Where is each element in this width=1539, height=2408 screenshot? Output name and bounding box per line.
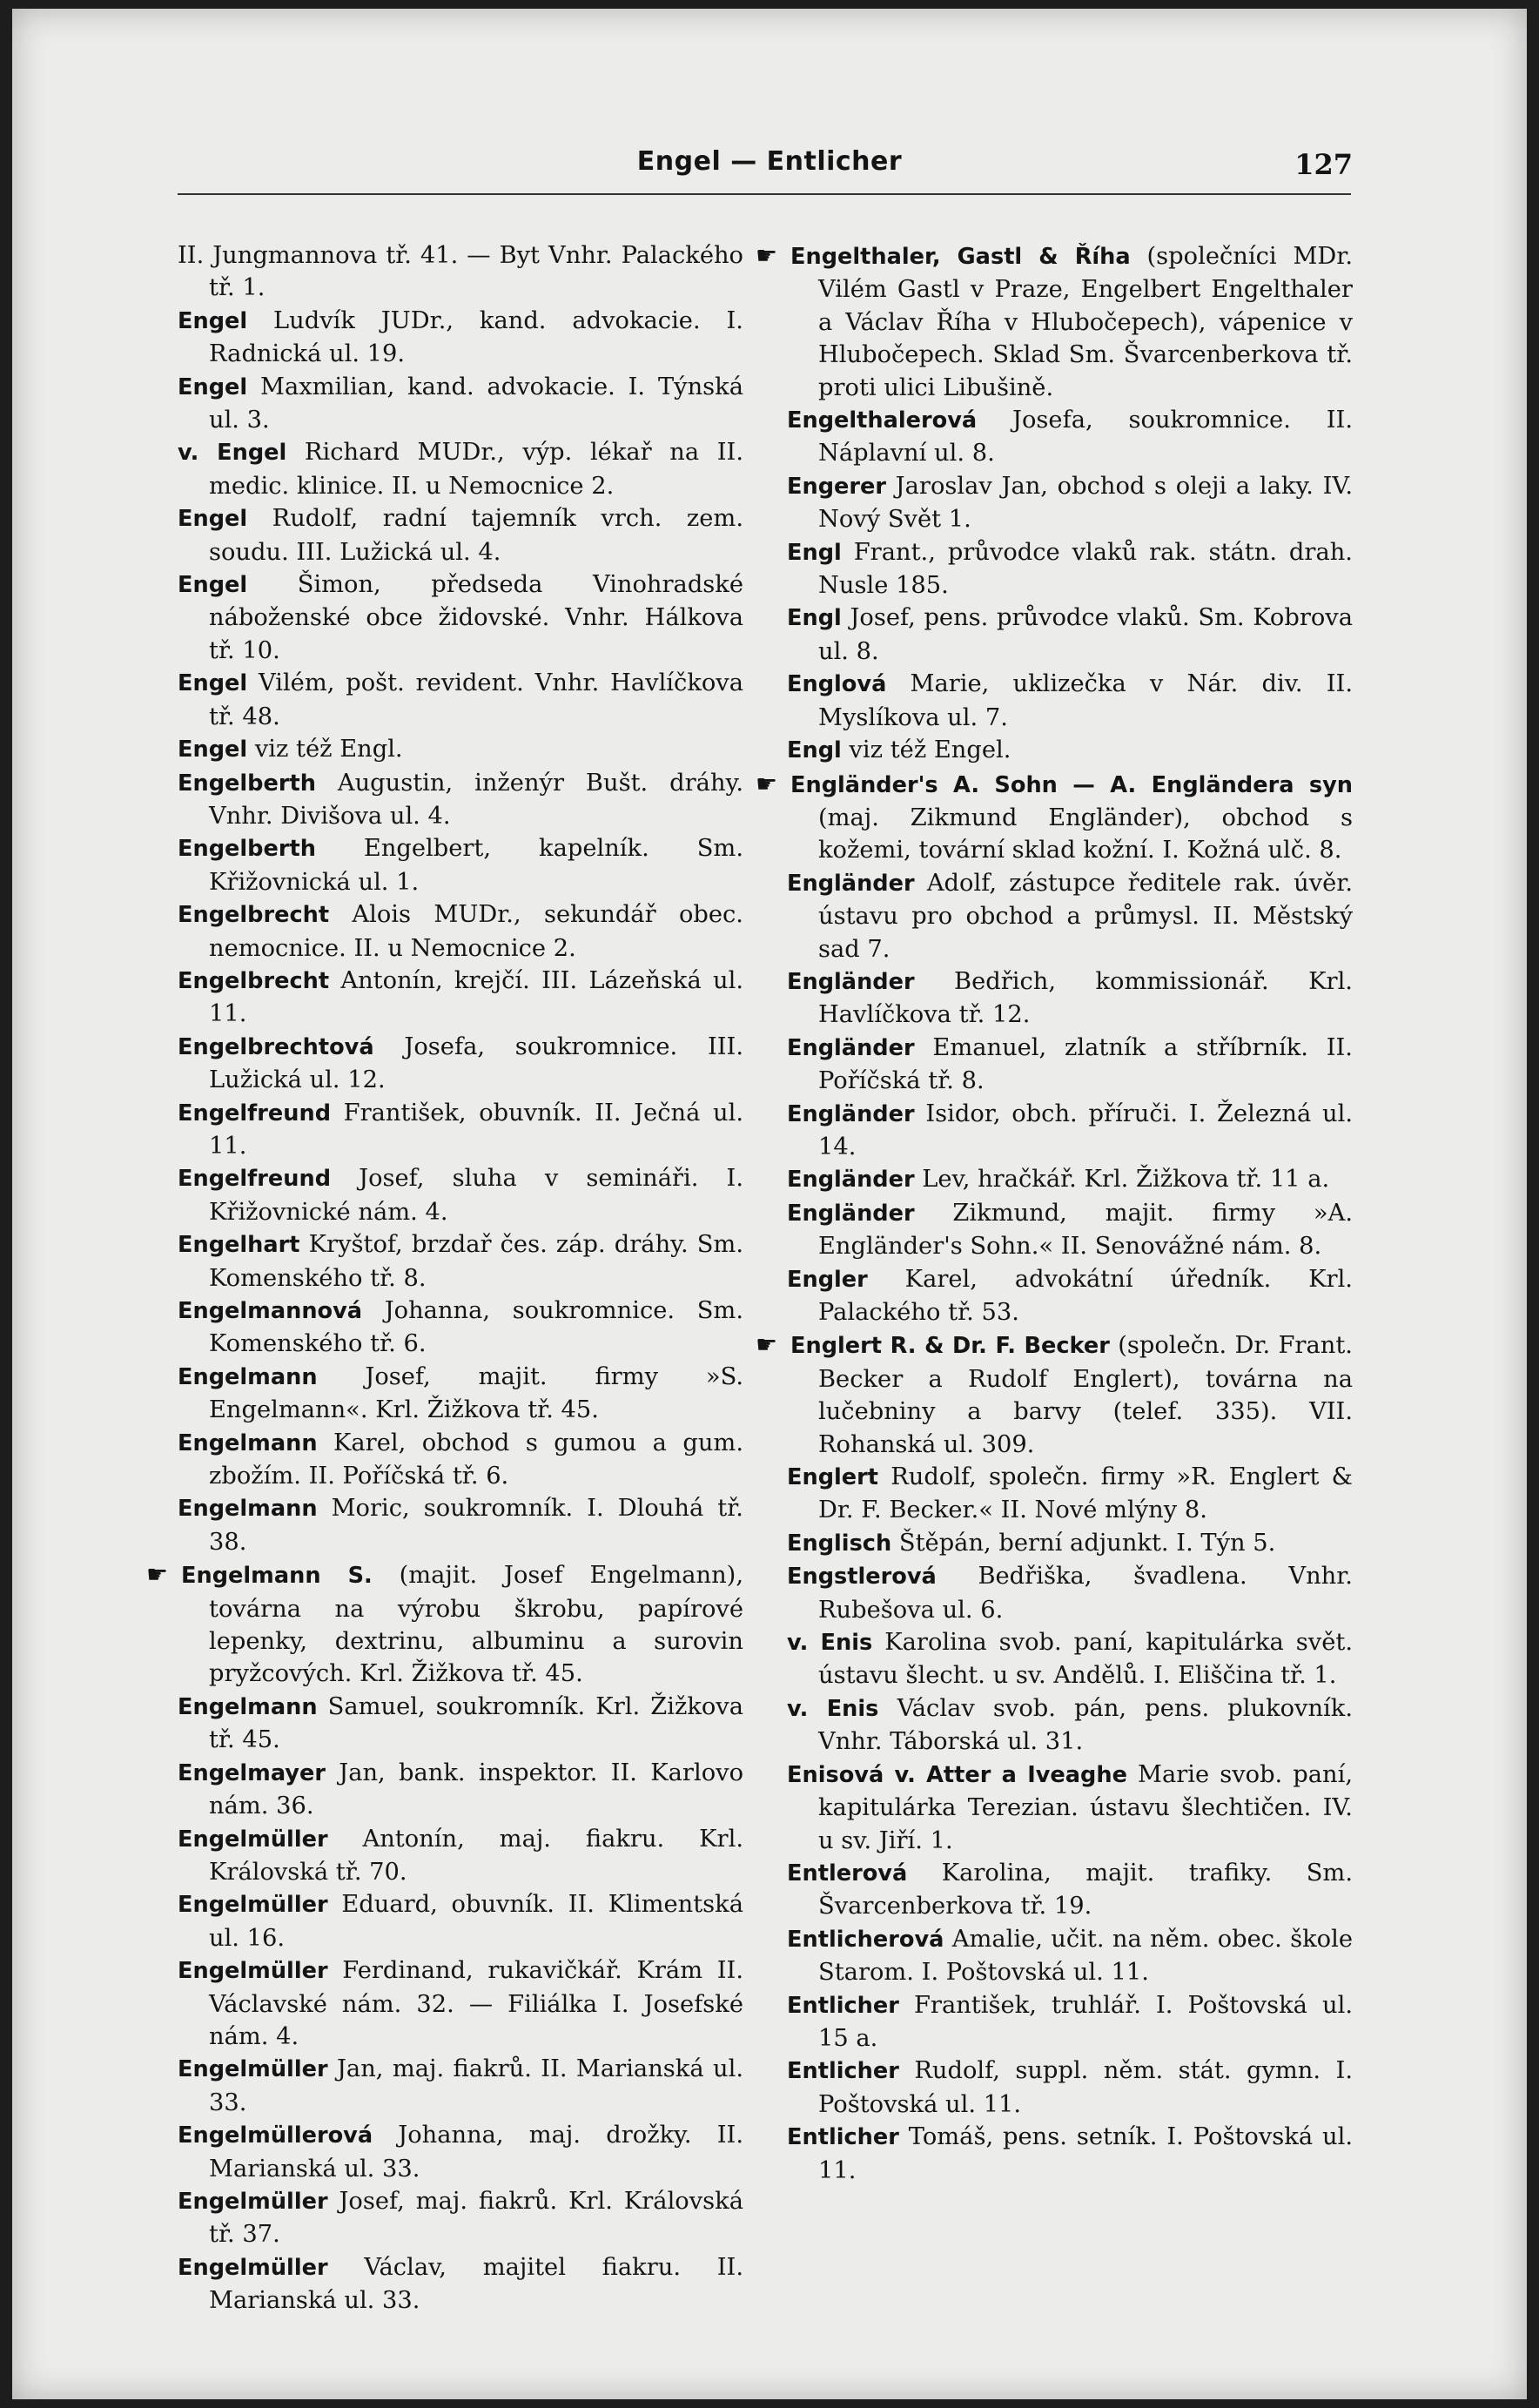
entry-name: Engelberth [178,770,316,797]
entry-name: Engländer [787,1034,915,1061]
entry-text: Jan, bank. inspektor. II. Karlovo nám. 36. [209,1759,743,1820]
entry-text: viz též Engl. [247,736,403,763]
entry-name: Engelmann [178,1429,318,1456]
entry-text: Josef, maj. fiakrů. Krl. Královská tř. 37. [209,2187,743,2249]
directory-entry [178,667,743,733]
entry-text: Johanna, soukromnice. Sm. Komenského tř. 6. [209,1297,743,1358]
directory-entry [178,832,743,898]
directory-entry [787,1560,1353,1626]
directory-entry [178,1954,743,2053]
entry-text: (majit. Josef Engelmann), továrna na výrobu škrobu, papírové lepenky, dextrinu, albuminu a surovin pryžcových. Krl. Žižkova tř. 45. [209,1562,743,1688]
directory-entry [178,1492,743,1558]
entry-name: Entlicher [787,1992,899,2019]
directory-entry [787,1098,1353,1164]
directory-entry: ☛ Englert R. & Dr. F. Becker (společn. Dr. Frant. Becker a Rudolf Englert), továrna na lučebniny a barvy (telef. 335). VII. Rohanská ul. 309. [756,1330,1353,1458]
entry-text: Vilém, pošt. revident. Vnhr. Havlíčkova tř. 48. [209,669,743,730]
entry-text: Antonín, maj. fiakru. Krl. Královská tř. 70. [209,1825,743,1886]
directory-entry [178,2119,743,2185]
entry-name: v. Enis [787,1630,873,1657]
entry-text: Amalie, učit. na něm. obec. škole Starom. I. Poštovská ul. 11. [818,1925,1353,1987]
entry-name: Engelfreund [178,1166,332,1193]
entry-text: Eduard, obuvník. II. Klimentská ul. 16. [209,1891,743,1952]
entry-text: Frant., průvodce vlaků rak. státn. drah. Nusle 185. [818,538,1353,600]
entry-text: Ferdinand, rukavičkář. Krám II. Václavské nám. 32. — Filiálka I. Josefské nám. 4. [209,1957,743,2050]
entry-name: Engelmüller [178,2254,328,2281]
entry-name: v. Enis [787,1695,879,1722]
entry-text: Josef, majit. firmy »S. Engelmann«. Krl. Žižkova tř. 45. [209,1362,743,1424]
entry-text: Bedřiška, švadlena. Vnhr. Rubešova ul. 6. [818,1563,1353,1624]
entry-text: Václav svob. pán, pens. plukovník. Vnhr. Táborská ul. 31. [818,1694,1353,1756]
entry-name: Engel [178,572,248,599]
entry-name: Engel [178,307,248,334]
directory-entry [787,536,1353,602]
directory-entry [787,404,1353,470]
directory-entry [787,1759,1353,1857]
entry-name: Engl [787,737,842,764]
entry-name: Engel [178,737,248,763]
entry-text: Samuel, soukromník. Krl. Žižkova tř. 45. [209,1692,743,1754]
entry-text: II. Jungmannova tř. 41. — Byt Vnhr. Palackého tř. 1. [178,242,743,302]
entry-name: v. Engel [178,440,287,467]
entry-text: Karolina svob. paní, kapitulárka svět. ústavu šlecht. u sv. Andělů. I. Eliščina tř. 1. [818,1629,1353,1690]
directory-entry [178,502,743,568]
directory-entry [787,1461,1353,1527]
directory-entry [178,2251,743,2317]
entry-name: Engelthaler, Gastl & Říha [790,244,1131,270]
running-title: Engel — Entlicher [636,146,903,177]
entry-text: Engelbert, kapelník. Sm. Křižovnická ul. 1. [209,835,743,896]
entry-text: Karel, obchod s gumou a gum. zbožím. II. Poříčská tř. 6. [209,1429,743,1490]
directory-entry [787,2121,1353,2187]
directory-entry [178,1691,743,1757]
directory-entry [178,1427,743,1493]
directory-entry [178,898,743,965]
entry-text: (společníci MDr. Vilém Gastl v Praze, Engelbert Engelthaler a Václav Říha v Hlubočepech), vápenice v Hlubočepech. Sklad Sm. Švarcenberkova tř. proti ulici Libušině. [818,243,1354,401]
directory-entry [178,1162,743,1228]
entry-text: Rudolf, suppl. něm. stát. gymn. I. Poštovská ul. 11. [818,2057,1353,2118]
entry-name: Engländer [787,870,915,897]
directory-entry [178,1097,743,1163]
entry-name: Engerer [787,473,886,500]
directory-entry [787,2055,1353,2121]
directory-entry [787,470,1353,536]
directory-entry [178,965,743,1031]
directory-entry [178,436,743,502]
directory-entry [787,1527,1353,1560]
entry-name: Engel [178,670,248,697]
page-header [12,139,1527,192]
entry-text: Marie svob. paní, kapitulárka Terezian. ústavu šlechtičen. IV. u sv. Jiří. 1. [818,1760,1353,1854]
directory-entry [178,371,743,437]
page-number: 127 [1294,148,1353,181]
entry-name: Engländer [787,1167,915,1194]
directory-entry [787,1032,1353,1098]
entry-name: Englová [787,671,887,698]
entry-text: Johanna, maj. drožky. II. Marianská ul. 33. [209,2122,743,2183]
entry-text: Rudolf, společn. firmy »R. Englert & Dr. F. Becker.« II. Nové mlýny 8. [818,1463,1353,1524]
directory-entry [787,1923,1353,1989]
directory-entry [787,1857,1353,1923]
right-column [756,239,1354,2187]
directory-entry [178,733,743,766]
entry-text: Zikmund, majit. firmy »A. Engländer's Sohn.« II. Senovážné nám. 8. [818,1199,1353,1261]
directory-entry [178,1295,743,1361]
entry-text: Maxmilian, kand. advokacie. I. Týnská ul. 3. [209,373,743,434]
entry-text: Emanuel, zlatník a stříbrník. II. Poříčská tř. 8. [818,1033,1353,1095]
entry-name: Engelmüller [178,1958,328,1985]
directory-entry [178,2185,743,2251]
entry-name: Engl [787,539,842,566]
entry-text: Karel, advokátní úředník. Krl. Palackého tř. 53. [818,1265,1353,1326]
entry-name: Engländer's A. Sohn — A. Engländera syn [790,771,1353,798]
entry-text: Josef, sluha v semináři. I. Křižovnické nám. 4. [209,1165,743,1226]
entry-name: Engelmüller [178,1892,328,1919]
entry-name: Engländer [787,968,915,995]
directory-entry [787,1692,1353,1759]
entry-text: Tomáš, pens. setník. I. Poštovská ul. 11. [818,2123,1353,2184]
directory-entry [787,867,1353,965]
directory-entry [178,1757,743,1823]
entry-name: Enisová v. Atter a Iveaghe [787,1761,1127,1788]
entry-name: Engländer [787,1200,915,1227]
entry-text: František, obuvník. II. Ječná ul. 11. [209,1099,743,1160]
directory-entry [178,1823,743,1889]
directory-entry [787,965,1353,1032]
entry-name: Engelbrecht [178,967,330,994]
entry-name: Engelhart [178,1232,300,1259]
entry-name: Engelbrecht [178,902,330,929]
entry-text: František, truhlář. I. Poštovská ul. 15 a. [818,1991,1353,2052]
entry-name: Engelmann [178,1693,318,1720]
entry-name: Englisch [787,1530,892,1557]
entry-text: Moric, soukromník. I. Dlouhá tř. 38. [209,1495,743,1556]
entry-name: Engelmüller [178,1826,328,1853]
directory-page [12,9,1527,2399]
entry-text: (společn. Dr. Frant. Becker a Rudolf Englert), továrna na lučebniny a barvy (telef. 335). VII. Rohanská ul. 309. [818,1332,1353,1458]
directory-entry [178,239,743,305]
entry-name: Engländer [787,1100,915,1127]
entry-name: Engelberth [178,836,316,863]
entry-name: Engelthalerová [787,407,978,434]
entry-text: Alois MUDr., sekundář obec. nemocnice. II. u Nemocnice 2. [209,901,743,962]
directory-entry [787,1197,1353,1263]
entry-name: Engelmann [178,1363,318,1390]
directory-entry [178,2053,743,2119]
entry-name: Entlicherová [787,1926,944,1953]
entry-text: Ludvík JUDr., kand. advokacie. I. Radnická ul. 19. [209,306,743,368]
entry-name: Englert [787,1464,879,1491]
entry-text: (maj. Zikmund Engländer), obchod s kožemi, tovární sklad kožní. I. Kožná ulč. 8. [818,804,1353,864]
directory-entry [178,568,743,667]
entry-text: Marie, uklizečka v Nár. div. II. Myslíkova ul. 7. [818,670,1353,731]
entry-name: Engl [787,605,842,632]
entry-name: Engelfreund [178,1100,332,1127]
entry-text: Karolina, majit. trafiky. Sm. Švarcenberkova tř. 19. [818,1859,1353,1920]
directory-entry [178,1361,743,1427]
entry-name: Engler [787,1266,868,1293]
left-column [146,239,744,2317]
directory-entry [787,1989,1353,2055]
entry-text: Augustin, inženýr Bušt. dráhy. Vnhr. Divišova ul. 4. [209,769,743,830]
entry-text: Rudolf, radní tajemník vrch. zem. soudu. III. Lužická ul. 4. [209,505,743,566]
entry-name: Engelmüller [178,2056,328,2083]
directory-entry [787,1263,1353,1329]
entry-text: Šimon, předseda Vinohradské náboženské obce židovské. Vnhr. Hálkova tř. 10. [209,571,743,664]
directory-entry [787,1163,1353,1196]
entry-name: Engelbrechtová [178,1033,374,1060]
directory-entry [787,1626,1353,1692]
entry-text: Štěpán, berní adjunkt. I. Týn 5. [891,1529,1276,1557]
entry-text: Bedřich, kommissionář. Krl. Havlíčkova tř. 12. [818,967,1353,1029]
entry-name: Engstlerová [787,1564,937,1591]
directory-entry: ☛ Engelthaler, Gastl & Říha (společníci MDr. Vilém Gastl v Praze, Engelbert Engelthaler a Václav Říha v Hlubočepech), vápenice v Hlubočepech. Sklad Sm. Švarcenberkova tř. proti ulici Libušině. [756,241,1354,401]
entry-name: Entlicher [787,2124,899,2151]
entry-text: Adolf, zástupce ředitele rak. úvěr. ústavu pro obchod a průmysl. II. Městský sad 7. [818,869,1353,963]
entry-name: Engel [178,373,248,400]
entry-text: Josef, pens. průvodce vlaků. Sm. Kobrova ul. 8. [818,604,1353,665]
entry-name: Englert R. & Dr. F. Becker [790,1333,1110,1360]
entry-text: Josefa, soukromnice. II. Náplavní ul. 8. [818,407,1353,467]
entry-name: Entlerová [787,1860,908,1887]
directory-entry [178,767,743,833]
entry-name: Engel [178,506,248,533]
entry-text: Richard MUDr., výp. lékař na II. medic. klinice. II. u Nemocnice 2. [209,439,744,500]
directory-entry [787,734,1353,767]
entry-text: Kryštof, brzdař čes. záp. dráhy. Sm. Komenského tř. 8. [209,1231,743,1292]
entry-name: Engelmannová [178,1298,363,1324]
directory-entry [178,1888,743,1954]
entry-text: Antonín, krejčí. III. Lázeňská ul. 11. [209,966,743,1028]
directory-entry [178,1031,743,1097]
entry-name: Engelmüllerová [178,2122,373,2149]
entry-text: Jan, maj. fiakrů. II. Marianská ul. 33. [209,2055,743,2116]
directory-entry [787,602,1353,668]
entry-text: Lev, hračkář. Krl. Žižkova tř. 11 a. [914,1166,1330,1194]
entry-name: Engelmann S. [181,1563,373,1590]
entry-text: Jaroslav Jan, obchod s oleji a laky. IV. Nový Svět 1. [818,472,1353,534]
entry-text: Isidor, obch. příruči. I. Železná ul. 14. [818,1100,1353,1160]
entry-name: Engelmann [178,1496,318,1523]
entry-name: Entlicher [787,2058,899,2085]
entry-name: Engelmayer [178,1759,326,1786]
directory-entry: ☛ Engelmann S. (majit. Josef Engelmann), továrna na výrobu škrobu, papírové lepenky, dextrinu, albuminu a surovin pryžcových. Krl. Žižkova tř. 45. [146,1560,743,1688]
header-rule [178,193,1351,195]
entry-text: Josefa, soukromnice. III. Lužická ul. 12. [209,1032,743,1094]
directory-entry: ☛ Engländer's A. Sohn — A. Engländera syn (maj. Zikmund Engländer), obchod s kožemi, tovární sklad kožní. I. Kožná ulč. 8. [756,769,1353,864]
entry-text: viz též Engel. [841,737,1011,764]
entry-name: Engelmüller [178,2188,328,2215]
directory-entry [787,668,1353,734]
entry-text: Václav, majitel fiakru. II. Marianská ul. 33. [209,2253,743,2315]
directory-entry [178,305,743,371]
directory-entry [178,1228,743,1295]
